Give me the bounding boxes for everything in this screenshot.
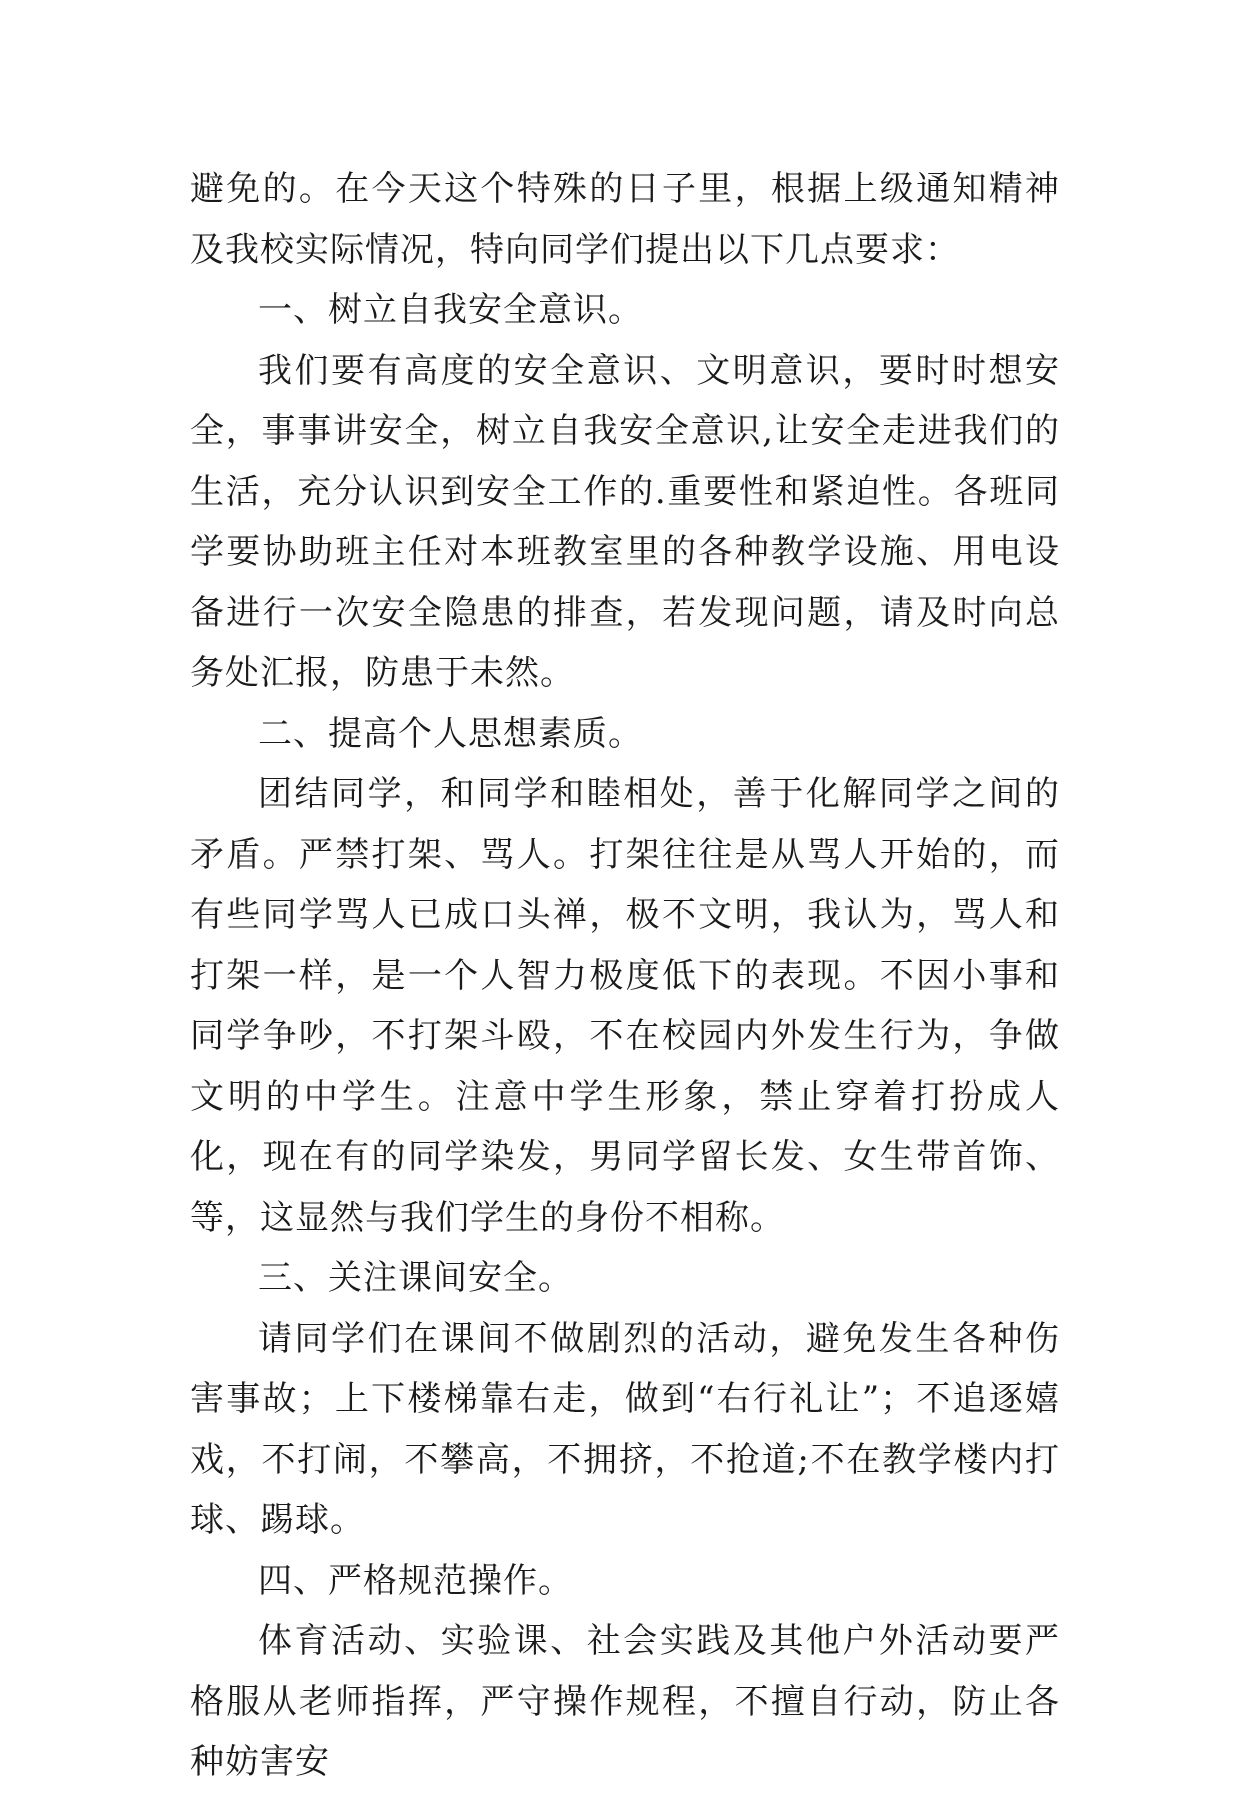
document-body (190, 159, 1060, 1793)
paragraph-intro: 避免的。在今天这个特殊的日子里，根据上级通知精神及我校实际情况，特向同学们提出以下几点要求： (190, 169, 1060, 270)
paragraph-section-3: 请同学们在课间不做剧烈的活动，避免发生各种伤害事故；上下楼梯靠右走，做到“右行礼让”；不追逐嬉戏，不打闹，不攀高，不拥挤，不抢道;不在教学楼内打球、踢球。 (190, 1318, 1060, 1540)
heading-section-4: 四、严格规范操作。 (258, 1560, 573, 1601)
paragraph-section-4: 体育活动、实验课、社会实践及其他户外活动要严格服从老师指挥，严守操作规程，不擅自行动，防止各种妨害安 (190, 1621, 1060, 1782)
heading-section-3: 三、关注课间安全。 (258, 1258, 573, 1298)
heading-section-2: 二、提高个人思想素质。 (258, 713, 643, 754)
heading-section-1: 一、树立自我安全意识。 (258, 290, 643, 330)
paragraph-section-2: 团结同学，和同学和睦相处，善于化解同学之间的矛盾。严禁打架、骂人。打架往往是从骂人开始的，而有些同学骂人已成口头禅，极不文明，我认为，骂人和打架一样，是一个人智力极度低下的表现。不因小事和同学争吵，不打架斗殴，不在校园内外发生行为，争做文明的中学生。注意中学生形象，禁止穿着打扮成人化，现在有的同学染发，男同学留长发、女生带首饰、等，这显然与我们学生的身份不相称。 (190, 774, 1060, 1238)
paragraph-section-1: 我们要有高度的安全意识、文明意识，要时时想安全，事事讲安全，树立自我安全意识,让安全走进我们的生活，充分认识到安全工作的.重要性和紧迫性。各班同学要协助班主任对本班教室里的各种教学设施、用电设备进行一次安全隐患的排查，若发现问题，请及时向总务处汇报，防患于未然。 (190, 350, 1060, 693)
